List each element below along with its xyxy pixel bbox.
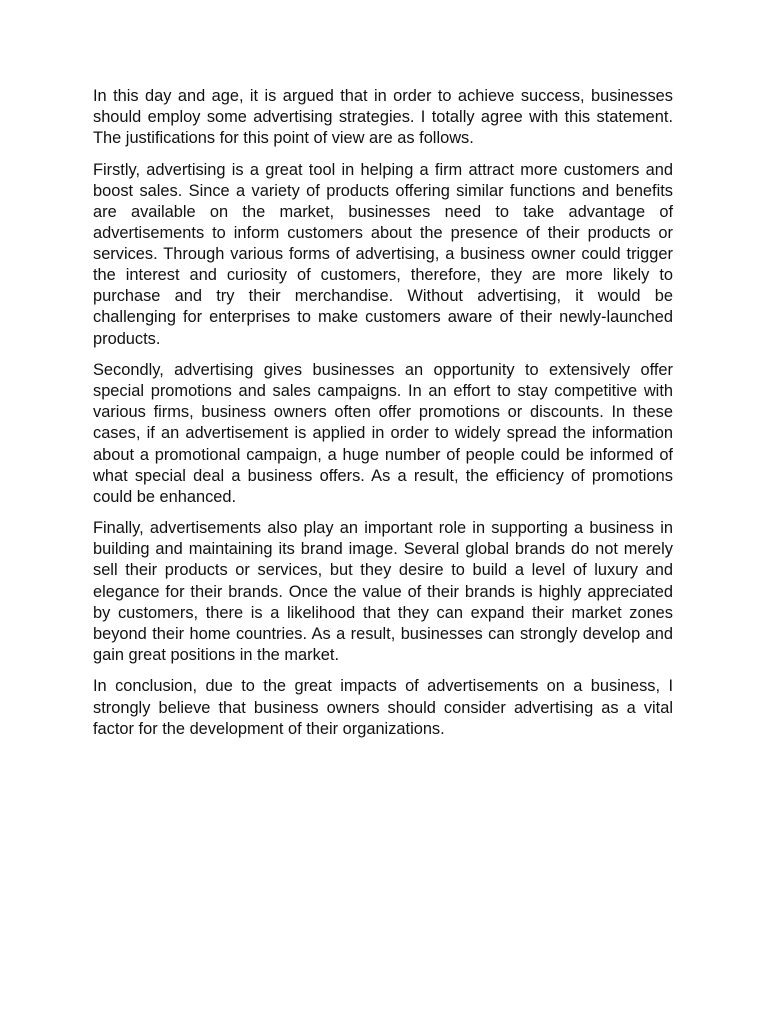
essay-body [93,86,673,750]
paragraph-conclusion: In conclusion, due to the great impacts of advertisements on a business, I strongly believe that business owners should consider advertising as a vital factor for the development of their organizations. [93,677,673,738]
paragraph-second-point: Secondly, advertising gives businesses an opportunity to extensively offer special promotions and sales campaigns. In an effort to stay competitive with various firms, business owners often offer promotions or discounts. In these cases, if an advertisement is applied in order to widely spread the information about a promotional campaign, a huge number of people could be informed of what special deal a business offers. As a result, the efficiency of promotions could be enhanced. [93,361,673,506]
paragraph-third-point: Finally, advertisements also play an important role in supporting a business in building and maintaining its brand image. Several global brands do not merely sell their products or services, but they desire to build a level of luxury and elegance for their brands. Once the value of their brands is highly appreciated by customers, there is a likelihood that they can expand their market zones beyond their home countries. As a result, businesses can strongly develop and gain great positions in the market. [93,519,673,664]
paragraph-first-point: Firstly, advertising is a great tool in helping a firm attract more customers and boost sales. Since a variety of products offering similar functions and benefits are available on the market, businesses need to take advantage of advertisements to inform customers about the presence of their products or services. Through various forms of advertising, a business owner could trigger the interest and curiosity of customers, therefore, they are more likely to purchase and try their merchandise. Without advertising, it would be challenging for enterprises to make customers aware of their newly-launched products. [93,160,673,348]
paragraph-introduction: In this day and age, it is argued that in order to achieve success, businesses should employ some advertising strategies. I totally agree with this statement. The justifications for this point of view are as follows. [93,87,673,148]
